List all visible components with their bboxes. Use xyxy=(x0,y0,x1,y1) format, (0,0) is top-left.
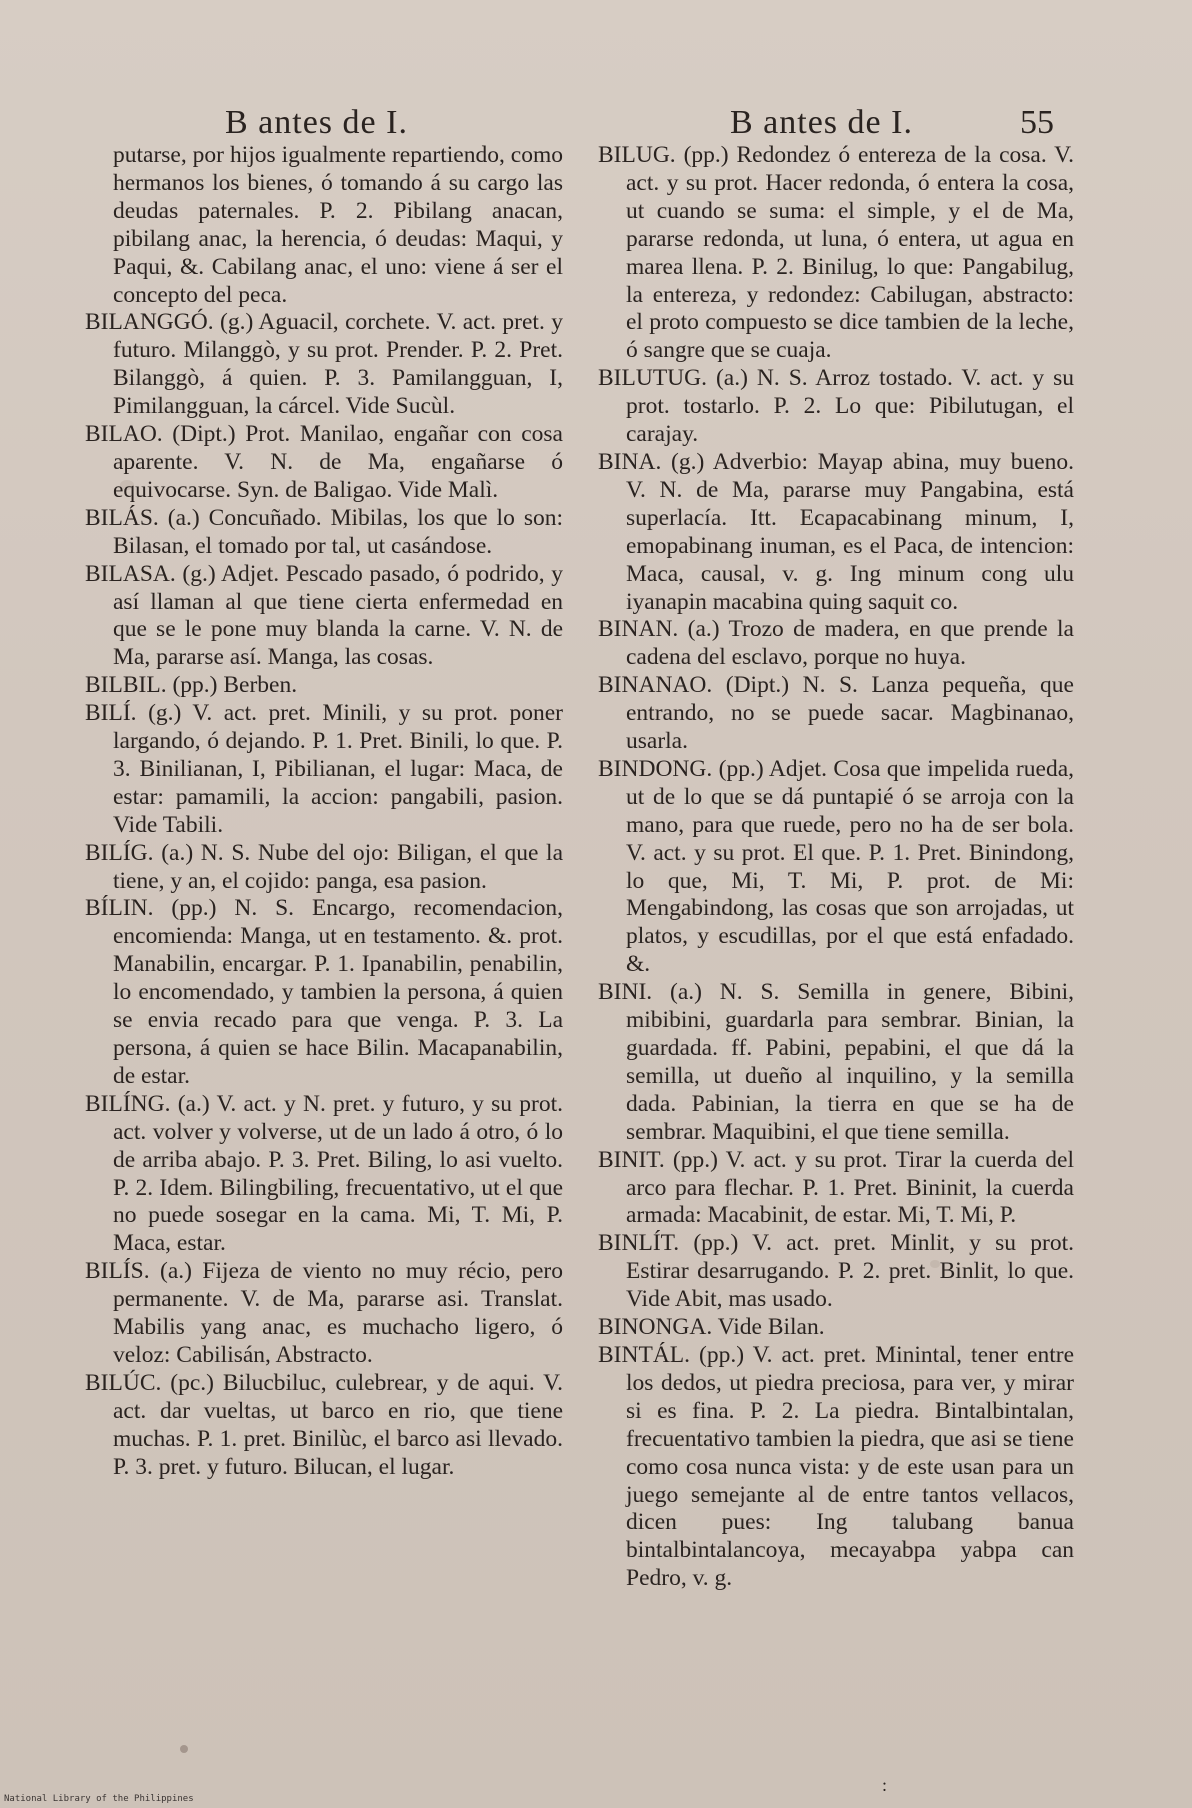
dictionary-entry: BÍLIN. (pp.) N. S. Encargo, recomendacion, encomienda: Manga, ut en testamento. &. prot. Manabilin, encargar. P. 1. Ipanabilin, penabilin, lo encomendado, y tambien la persona, á quien se envia recado para que venga. P. 3. La persona, á quien se hace Bilin. Macapanabilin, de estar. xyxy=(85,895,563,1089)
dictionary-entry: BILASA. (g.) Adjet. Pescado pasado, ó podrido, y así llaman al que tiene cierta enfermedad en que se le pone muy blanda la carne. V. N. de Ma, pararse así. Manga, las cosas. xyxy=(85,560,563,671)
dictionary-entry: BINI. (a.) N. S. Semilla in genere, Bibini, mibibini, guardarla para sembrar. Binian, la guardada. ff. Pabini, pepabini, el que dá la semilla, ut dueño al inquilino, y la semilla dada. Pabinian, la tierra en que se ha de sembrar. Maquibini, el que tiene semilla. xyxy=(598,979,1074,1145)
left-column xyxy=(85,142,563,1482)
dictionary-entry: BILANGGÓ. (g.) Aguacil, corchete. V. act. pret. y futuro. Milanggò, y su prot. Prender. P. 2. Pret. Bilanggò, á quien. P. 3. Pamilangguan, I, Pimilangguan, la cárcel. Vide Sucùl. xyxy=(85,309,563,420)
right-column xyxy=(598,142,1074,1593)
dictionary-entry: BILBIL. (pp.) Berben. xyxy=(85,672,298,699)
dictionary-entry: BINA. (g.) Adverbio: Mayap abina, muy bueno. V. N. de Ma, pararse muy Pangabina, está superlacía. Itt. Ecapacabinang minum, I, emopabinang inuman, es el Paca, de intencion: Maca, causal, v. g. Ing minum cong ulu iyanapin macabina quing saquit co. xyxy=(598,448,1074,615)
dictionary-entry: BILÍG. (a.) N. S. Nube del ojo: Biligan, el que la tiene, y an, el cojido: panga, esa pasion. xyxy=(85,839,563,894)
dictionary-entry: BILÁS. (a.) Concuñado. Mibilas, los que lo son: Bilasan, el tomado por tal, ut casándose. xyxy=(85,504,563,559)
dictionary-entry: BILÍS. (a.) Fijeza de viento no muy récio, pero permanente. V. de Ma, pararse asi. Translat. Mabilis yang anac, es muchacho ligero, ó veloz: Cabilisán, Abstracto. xyxy=(85,1258,563,1368)
dictionary-entry: BILUTUG. (a.) N. S. Arroz tostado. V. act. y su prot. tostarlo. P. 2. Lo que: Pibilutugan, el carajay. xyxy=(598,365,1074,448)
dictionary-entry: BINDONG. (pp.) Adjet. Cosa que impelida rueda, ut de lo que se dá puntapié ó se arroja con la mano, para que ruede, pero no ha de ser bola. V. act. y su prot. El que. P. 1. Pret. Binindong, lo que, Mi, T. Mi, P. prot. de Mi: Mengabindong, las cosas que son arrojadas, ut platos, y escudillas, por el que está enfadado. &. xyxy=(598,755,1074,978)
dictionary-entry: BILÚC. (pc.) Bilucbiluc, culebrear, y de aqui. V. act. dar vueltas, ut barco en rio, que tiene muchas. P. 1. pret. Binilùc, el barco asi llevado. P. 3. pret. y futuro. Bilucan, el lugar. xyxy=(85,1369,563,1480)
page-number: 55 xyxy=(1020,104,1054,141)
page-mark: : xyxy=(882,1775,888,1795)
dictionary-entry: BILÍ. (g.) V. act. pret. Minili, y su prot. poner largando, ó dejando. P. 1. Pret. Binili, lo que. P. 3. Binilianan, I, Pibilianan, el lugar: Maca, de estar: pamamili, la accion: pangabili, pasion. Vide Tabili. xyxy=(85,700,563,838)
running-header-left: B antes de I. xyxy=(225,104,408,141)
dictionary-entry: BILAO. (Dipt.) Prot. Manilao, engañar con cosa aparente. V. N. de Ma, engañarse ó equivocarse. Syn. de Baligao. Vide Malì. xyxy=(85,421,563,503)
dictionary-entry: BINLÍT. (pp.) V. act. pret. Minlit, y su prot. Estirar desarrugando. P. 2. pret. Binlit, lo que. Vide Abit, mas usado. xyxy=(598,1230,1074,1313)
paper-stain xyxy=(180,1745,188,1753)
dictionary-entry: putarse, por hijos igualmente repartiendo, como hermanos los bienes, ó tomando á su cargo las deudas paternales. P. 2. Pibilang anacan, pibilang anac, la herencia, ó deudas: Maqui, y Paqui, &. Cabilang anac, el uno: viene á ser el concepto del peca. xyxy=(113,142,563,308)
dictionary-entry: BINANAO. (Dipt.) N. S. Lanza pequeña, que entrando, no se puede sacar. Magbinanao, usarla. xyxy=(598,672,1074,755)
library-credit: National Library of the Philippines xyxy=(4,1794,194,1804)
dictionary-entry: BINONGA. Vide Bilan. xyxy=(598,1314,825,1341)
dictionary-entry: BINIT. (pp.) V. act. y su prot. Tirar la cuerda del arco para flechar. P. 1. Pret. Bininit, la cuerda armada: Macabinit, de estar. Mi, T. Mi, P. xyxy=(598,1146,1074,1229)
dictionary-entry: BINAN. (a.) Trozo de madera, en que prende la cadena del esclavo, porque no huya. xyxy=(598,616,1074,671)
dictionary-entry: BINTÁL. (pp.) V. act. pret. Minintal, tener entre los dedos, ut piedra preciosa, para ver, y mirar si es fina. P. 2. La piedra. Bintalbintalan, frecuentativo tambien la piedra, que asi se tiene como cosa nunca vista: y de este usan para un juego semejante al de entre tantos vellacos, dicen pues: Ing talubang banua bintalbintalancoya, mecayabpa yabpa can Pedro, v. g. xyxy=(598,1341,1074,1592)
dictionary-entry: BILUG. (pp.) Redondez ó entereza de la cosa. V. act. y su prot. Hacer redonda, ó entera la cosa, ut cuando se suma: el simple, y el de Ma, pararse redonda, ut luna, ó entera, ut agua en marea llena. P. 2. Binilug, lo que: Pangabilug, la entereza, y redondez: Cabilugan, abstracto: el proto compuesto se dice tambien de la leche, ó sangre que se cuaja. xyxy=(598,142,1074,364)
dictionary-entry: BILÍNG. (a.) V. act. y N. pret. y futuro, y su prot. act. volver y volverse, ut de un lado á otro, ó lo de arriba abajo. P. 3. Pret. Biling, lo asi vuelto. P. 2. Idem. Bilingbiling, frecuentativo, ut el que no puede sosegar en la cama. Mi, T. Mi, P. Maca, estar. xyxy=(85,1090,563,1257)
running-header-right: B antes de I. xyxy=(730,104,913,141)
